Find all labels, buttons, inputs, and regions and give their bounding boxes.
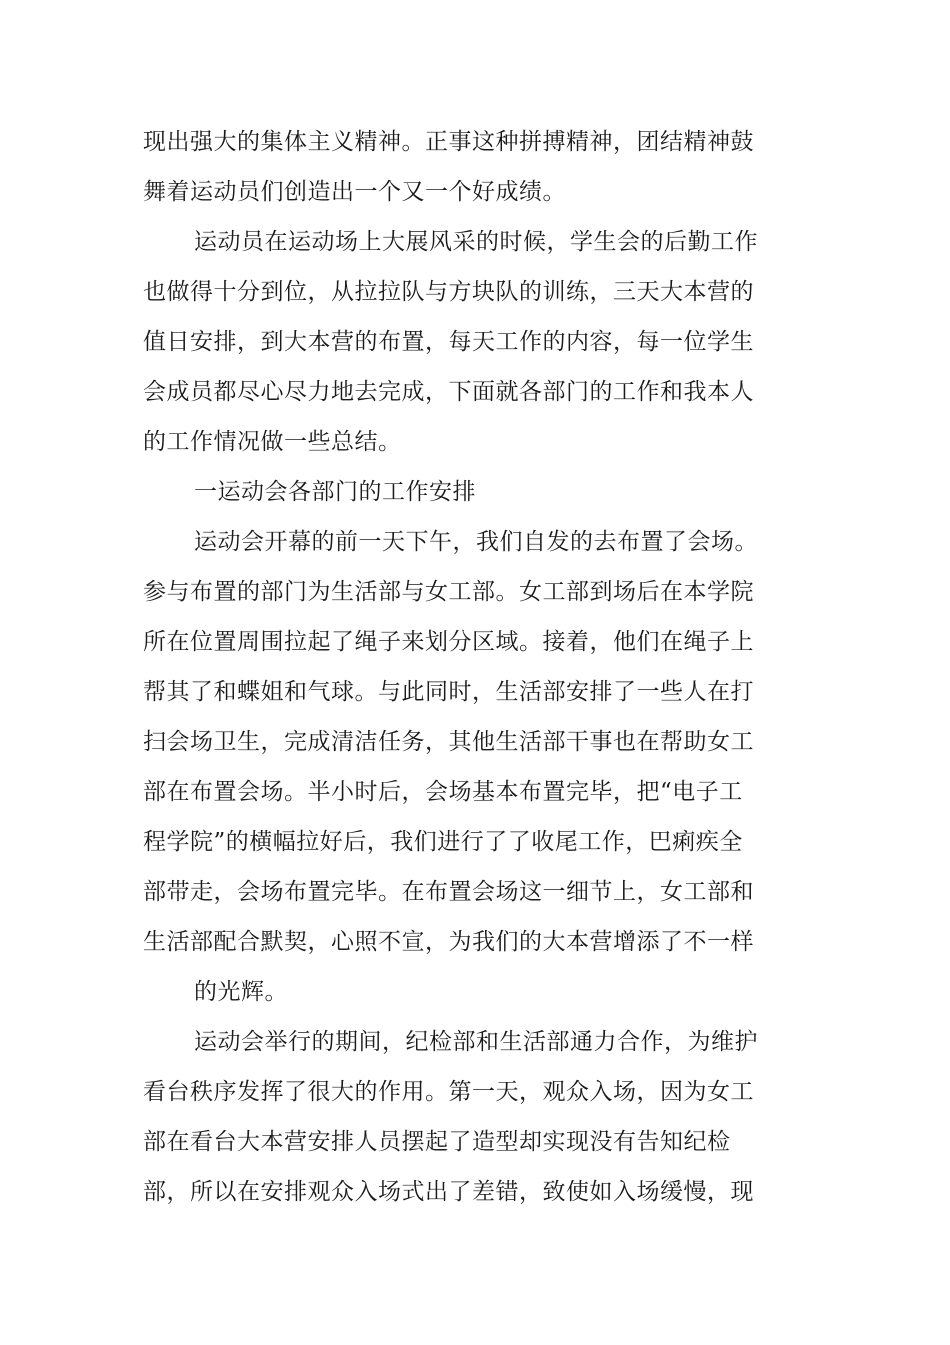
text-line: 程学院”的横幅拉好后，我们进行了了收尾工作，巴痢疾全 <box>143 829 743 855</box>
paragraph-start-line: 运动会开幕的前一天下午，我们自发的去布置了会场。 <box>194 529 758 555</box>
section-heading: 一运动会各部门的工作安排 <box>194 479 476 505</box>
text-line: 的光辉。 <box>194 979 288 1005</box>
paragraph-start-line: 运动员在运动场上大展风采的时候，学生会的后勤工作 <box>194 229 758 255</box>
text-line: 舞着运动员们创造出一个又一个好成绩。 <box>143 179 566 205</box>
text-line: 部带走，会场布置完毕。在布置会场这一细节上，女工部和 <box>143 879 754 905</box>
text-line: 现出强大的集体主义精神。正事这种拼搏精神，团结精神鼓 <box>143 129 754 155</box>
text-line: 参与布置的部门为生活部与女工部。女工部到场后在本学院 <box>143 579 754 605</box>
text-line: 帮其了和蝶姐和气球。与此同时，生活部安排了一些人在打 <box>143 679 754 705</box>
text-line: 部在看台大本营安排人员摆起了造型却实现没有告知纪检 <box>143 1129 731 1155</box>
text-line: 部，所以在安排观众入场式出了差错，致使如入场缓慢，现 <box>143 1179 754 1205</box>
text-line: 扫会场卫生，完成清洁任务，其他生活部干事也在帮助女工 <box>143 729 754 755</box>
text-line: 部在布置会场。半小时后，会场基本布置完毕，把“电子工 <box>143 779 743 805</box>
text-line: 生活部配合默契，心照不宣，为我们的大本营增添了不一样 <box>143 929 754 955</box>
text-line: 也做得十分到位，从拉拉队与方块队的训练，三天大本营的 <box>143 279 754 305</box>
text-line: 看台秩序发挥了很大的作用。第一天，观众入场，因为女工 <box>143 1079 754 1105</box>
text-line: 值日安排，到大本营的布置，每天工作的内容，每一位学生 <box>143 329 754 355</box>
text-line: 所在位置周围拉起了绳子来划分区域。接着，他们在绳子上 <box>143 629 754 655</box>
text-line: 会成员都尽心尽力地去完成，下面就各部门的工作和我本人 <box>143 379 754 405</box>
paragraph-start-line: 运动会举行的期间，纪检部和生活部通力合作，为维护 <box>194 1029 758 1055</box>
text-line: 的工作情况做一些总结。 <box>143 429 402 455</box>
